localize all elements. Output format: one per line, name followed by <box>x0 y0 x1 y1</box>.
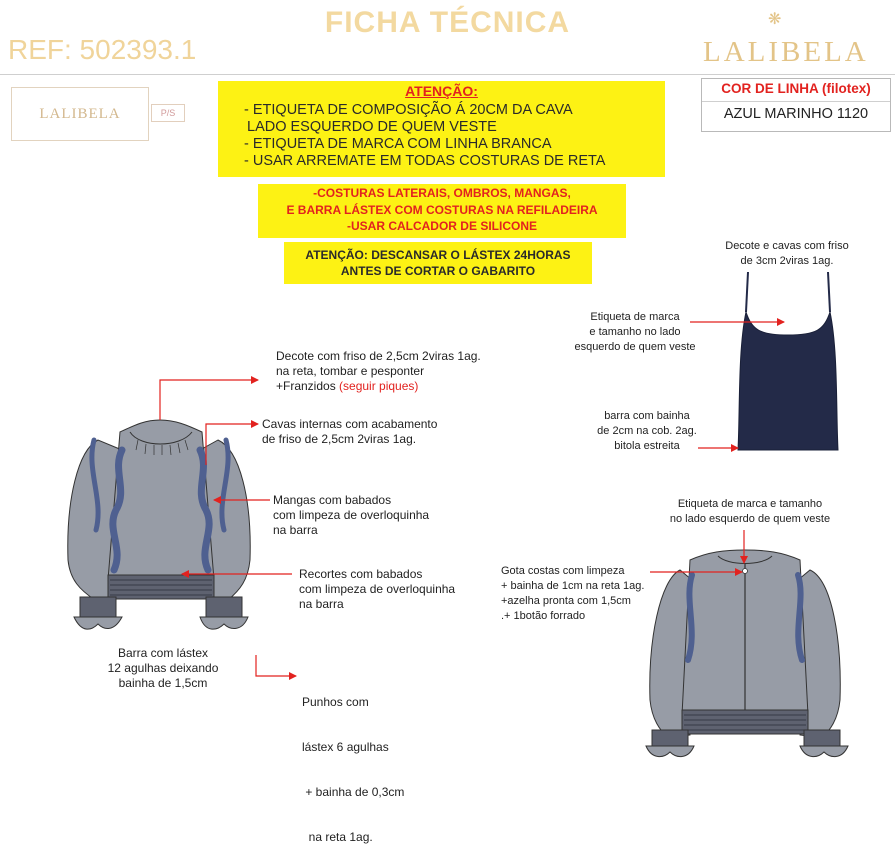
note-line: + bainha de 0,3cm <box>302 785 405 799</box>
note-text: +Franzidos <box>276 379 340 393</box>
attention-line: - ETIQUETA DE MARCA COM LINHA BRANCA <box>244 136 552 152</box>
note-line: Etiqueta de marca <box>590 311 680 323</box>
note-line: 12 agulhas deixando <box>107 661 219 675</box>
attention-heading: ATENÇÃO: <box>405 83 478 99</box>
seams-line: -COSTURAS LATERAIS, OMBROS, MANGAS, <box>313 186 571 200</box>
note-line: Punhos com <box>302 695 369 709</box>
note-line: .+ 1botão forrado <box>501 610 586 622</box>
note-barra-lining <box>592 409 702 454</box>
note-line: de friso de 2,5cm 2viras 1ag. <box>262 432 417 446</box>
front-blouse-drawing <box>68 420 250 629</box>
note-cavas <box>262 417 437 447</box>
note-line: na barra <box>299 597 344 611</box>
note-line: na barra <box>273 523 318 537</box>
note-line: no lado esquerdo de quem veste <box>669 513 831 525</box>
note-line: Mangas com babados <box>273 493 392 507</box>
note-line: esquerdo de quem veste <box>574 341 696 353</box>
note-line: Decote e cavas com friso <box>725 240 849 252</box>
note-line: Decote com friso de 2,5cm 2viras 1ag. <box>276 349 481 363</box>
note-line: de 3cm 2viras 1ag. <box>740 255 834 267</box>
note-decote-lining <box>702 239 872 269</box>
note-punhos <box>302 665 404 860</box>
lining-tank-drawing <box>738 272 838 450</box>
note-line: lástex 6 agulhas <box>302 740 389 754</box>
note-line: Recortes com babados <box>299 567 423 581</box>
note-line: bainha de 1,5cm <box>118 676 208 690</box>
attention-line: - ETIQUETA DE COMPOSIÇÃO Á 20CM DA CAVA <box>244 102 573 118</box>
note-line: +azelha pronta com 1,5cm <box>501 595 631 607</box>
page-title: FICHA TÉCNICA <box>324 6 571 39</box>
note-line: Etiqueta de marca e tamanho <box>677 498 823 510</box>
note-etiqueta-back <box>650 497 850 527</box>
note-line: barra com bainha <box>604 410 690 422</box>
note-line: Gota costas com limpeza <box>501 565 625 577</box>
note-red-text: (seguir piques) <box>339 379 419 393</box>
rest-line: ATENÇÃO: DESCANSAR O LÁSTEX 24HORAS <box>305 248 571 262</box>
note-decote-front <box>276 349 481 394</box>
note-etiqueta-lining <box>560 310 710 355</box>
brand-logo: LALIBELA <box>703 36 869 68</box>
note-line: na reta 1ag. <box>302 830 373 844</box>
seams-line: -USAR CALCADOR DE SILICONE <box>346 219 537 233</box>
note-line: na reta, tombar e pesponter <box>276 364 425 378</box>
note-line: com limpeza de overloquinha <box>299 582 456 596</box>
note-line: com limpeza de overloquinha <box>273 508 430 522</box>
bee-logo-icon: ❋ <box>768 11 782 28</box>
note-line: e tamanho no lado <box>589 326 681 338</box>
note-line <box>276 379 481 394</box>
thread-color-heading: COR DE LINHA (filotex) <box>721 81 871 96</box>
note-mangas <box>273 493 429 538</box>
rest-line: ANTES DE CORTAR O GABARITO <box>340 264 536 278</box>
seams-line: E BARRA LÁSTEX COM COSTURAS NA REFILADEIRA <box>286 203 598 217</box>
size-tag-text: P/S <box>160 108 176 118</box>
reference-code: REF: 502393.1 <box>8 34 197 65</box>
note-line: de 2cm na cob. 2ag. <box>597 425 697 437</box>
note-line: + bainha de 1cm na reta 1ag. <box>501 580 645 592</box>
back-blouse-drawing <box>646 550 848 757</box>
note-line: bitola estreita <box>614 440 680 452</box>
brand-label-text: LALIBELA <box>39 105 121 122</box>
note-line: Cavas internas com acabamento <box>262 417 438 431</box>
thread-color-value: AZUL MARINHO 1120 <box>723 106 869 122</box>
note-recortes <box>299 567 455 612</box>
note-gota <box>501 564 644 624</box>
attention-line: LADO ESQUERDO DE QUEM VESTE <box>247 119 497 135</box>
note-barra <box>88 646 238 691</box>
attention-line: - USAR ARREMATE EM TODAS COSTURAS DE RETA <box>244 153 606 169</box>
note-line: Barra com lástex <box>117 646 209 660</box>
